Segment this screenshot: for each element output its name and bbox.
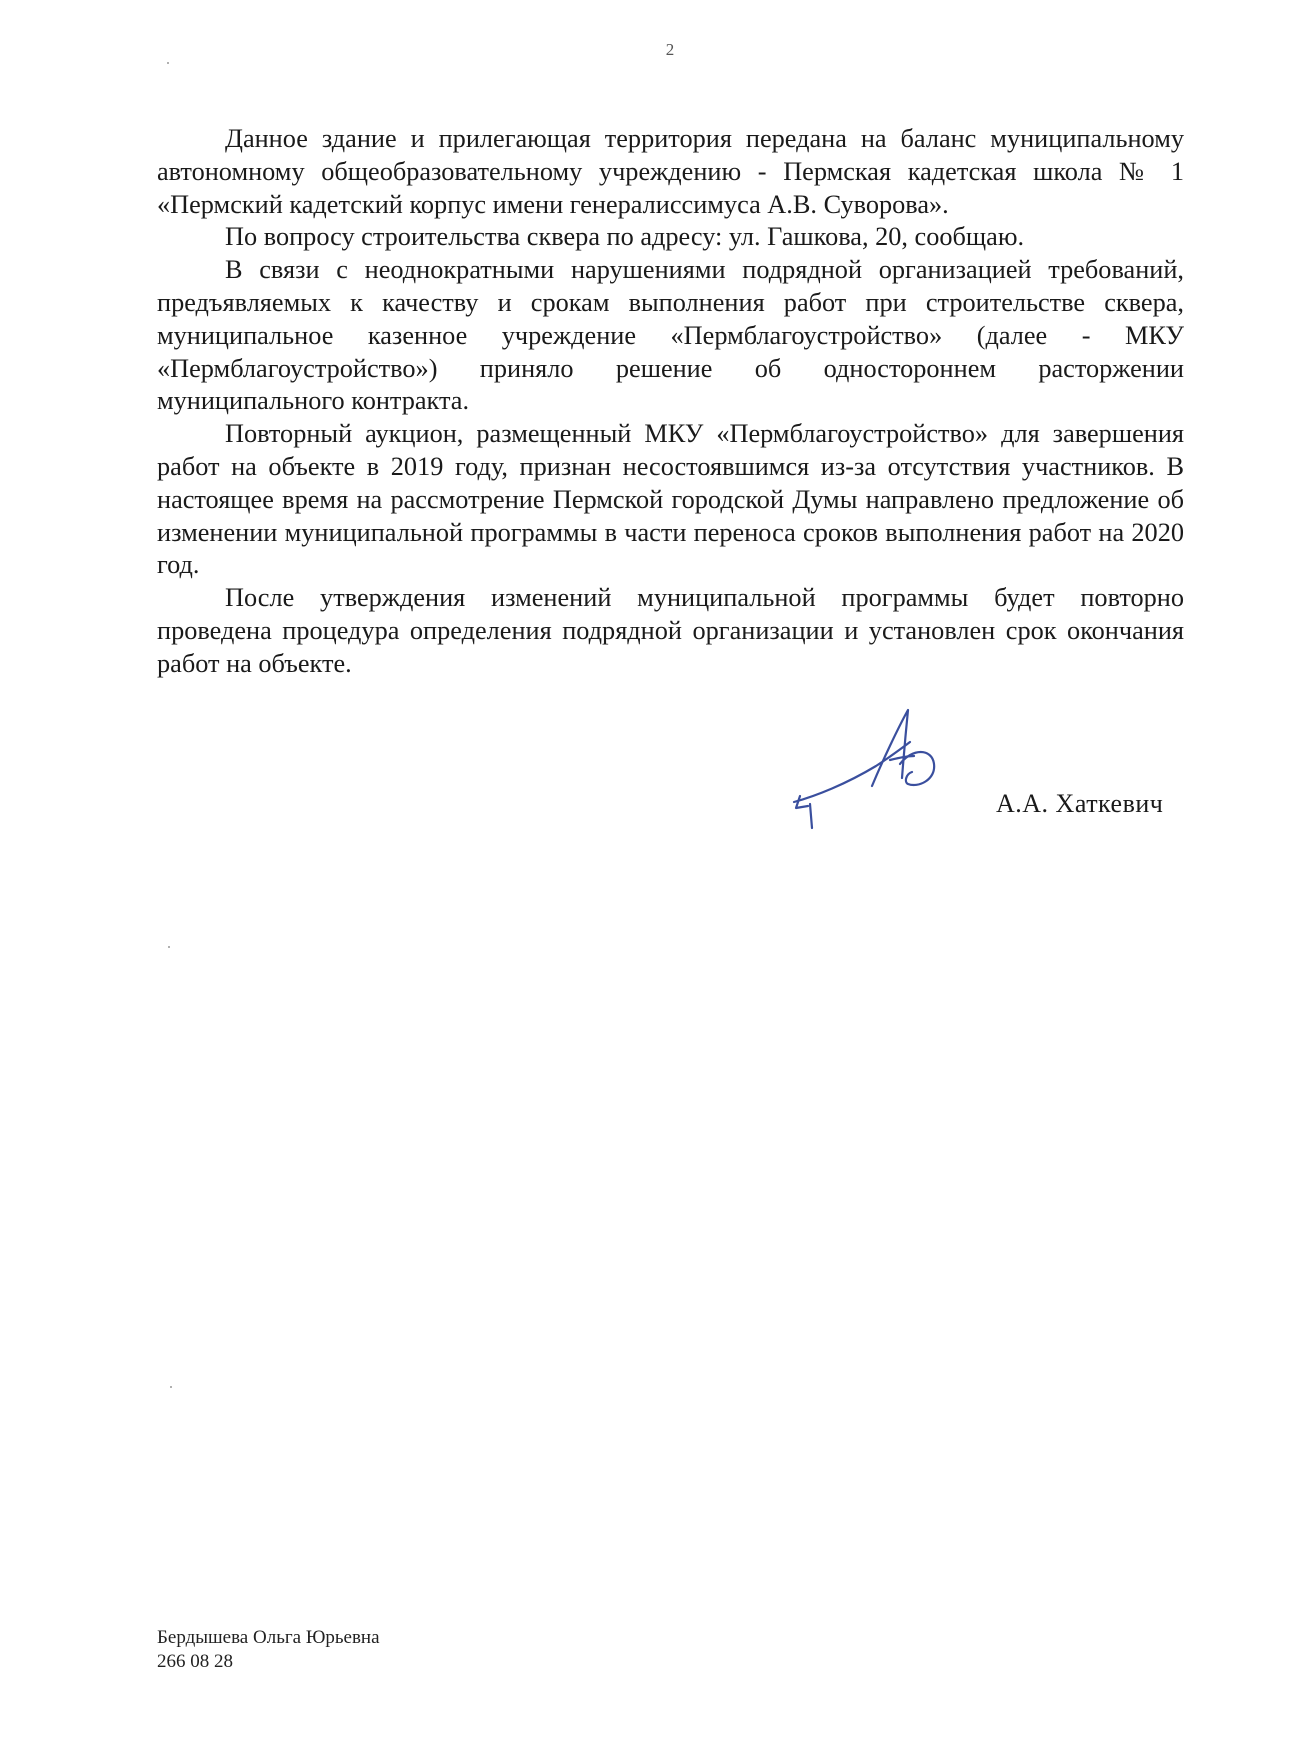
paragraph: По вопросу строительства сквера по адресу: ул. Гашкова, 20, сообщаю.: [225, 222, 1025, 252]
handwritten-signature: [786, 700, 946, 840]
signature-strokes: [794, 710, 934, 828]
paragraph: Повторный аукцион, размещенный МКУ «Пермблагоустройство» для завершения работ на объекте в 2019 году, признан несостоявшимся из-за отсутствия участников. В настоящее время на рассмотрение Пермской городской Думы направлено предложение об изменении муниципальной программы в части переноса сроков выполнения работ на 2020 год.: [157, 419, 1184, 580]
letter-body: [157, 123, 1184, 681]
paragraph: После утверждения изменений муниципальной программы будет повторно проведена процедура определения подрядной организации и установлен срок окончания работ на объекте.: [157, 583, 1184, 678]
scan-speck: [167, 62, 169, 64]
executor-phone: 266 08 28: [157, 1651, 233, 1672]
paragraph: Данное здание и прилегающая территория передана на баланс муниципальному автономному общеобразовательному учреждению - Пермская кадетская школа № 1 «Пермский кадетский корпус имени генералиссимуса А.В. Суворова».: [157, 124, 1184, 219]
page-number: 2: [665, 40, 675, 59]
executor-info: [157, 1626, 380, 1674]
executor-name: Бердышева Ольга Юрьевна: [157, 1627, 380, 1648]
scan-speck: [170, 1386, 172, 1388]
paragraph: В связи с неоднократными нарушениями подрядной организацией требований, предъявляемых к качеству и срокам выполнения работ при строительстве сквера, муниципальное казенное учреждение «Пермблагоустройство» (далее - МКУ «Пермблагоустройство») приняло решение об одностороннем расторжении муниципального контракта.: [157, 255, 1184, 416]
scan-speck: [168, 946, 170, 948]
signer-name: А.А. Хаткевич: [996, 789, 1164, 818]
